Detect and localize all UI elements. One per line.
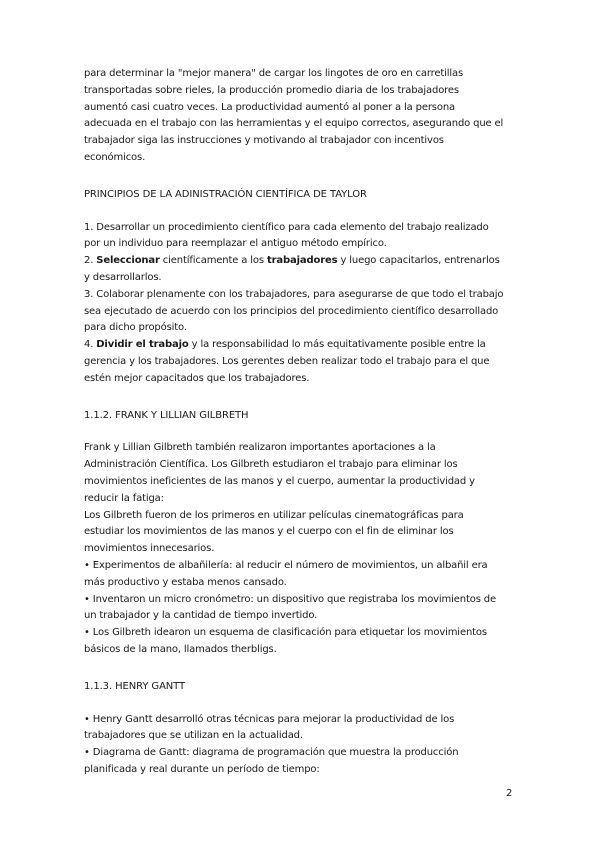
gilbreth-paragraph-1: Frank y Lillian Gilbreth también realizaron importantes aportaciones a la Administración Científica. Los Gilbreth estudiaron el trabajo para eliminar los movimientos ineficientes de las manos y el cuerpo, aumentar la productividad y reducir la fatiga: [84, 442, 475, 504]
gantt-bullet-1: • Henry Gantt desarrolló otras técnicas para mejorar la productividad de los trabajadores que se utilizan en la actualidad. [84, 713, 455, 742]
gilbreth-bullet-2: • Inventaron un micro cronómetro: un dispositivo que registraba los movimientos de un trabajador y la cantidad de tiempo invertido. [84, 593, 496, 622]
principle-2-bold-workers: trabajadores [266, 255, 338, 267]
gantt-bullet-2: • Diagrama de Gantt: diagrama de programación que muestra la producción planificada y real durante un período de tiempo: [84, 747, 459, 775]
principle-2-prefix: 2. [84, 255, 97, 267]
page-content [84, 66, 504, 779]
principle-2-bold-select: Seleccionar [96, 255, 160, 267]
gilbreth-bullet-1: • Experimentos de albañilería: al reducir el número de movimientos, un albañil era más productivo y estaba menos cansado. [84, 559, 488, 588]
gantt-heading: 1.1.3. HENRY GANTT [84, 680, 186, 692]
principle-2-mid: científicamente a los [159, 255, 267, 267]
intro-paragraph: para determinar la "mejor manera" de cargar los lingotes de oro en carretillas transportadas sobre rieles, la producción promedio diaria de los trabajadores aumentó casi cuatro veces. La productividad aumentó al poner a la persona adecuada en el trabajo con las herramientas y el equipo correctos, asegurando que el trabajador siga las instrucciones y motivando al trabajador con incentivos económicos. [84, 68, 504, 163]
gilbreth-heading: 1.1.2. FRANK Y LILLIAN GILBRETH [84, 409, 249, 421]
gilbreth-bullet-3: • Los Gilbreth idearon un esquema de clasificación para etiquetar los movimientos básicos de la mano, llamados therbligs. [84, 627, 487, 655]
principle-1: 1. Desarrollar un procedimiento científico para cada elemento del trabajo realizado por un individuo para reemplazar el antiguo método empírico. [84, 221, 489, 250]
principle-4-suffix: y la responsabilidad lo más equitativamente posible entre la gerencia y los trabajadores. Los gerentes deben realizar todo el trabajo para el que estén mejor capacitados que los trabajadores. [84, 339, 490, 384]
principle-4 [84, 337, 504, 387]
principle-4-prefix: 4. [84, 339, 97, 351]
principle-3: 3. Colaborar plenamente con los trabajadores, para asegurarse de que todo el trabajo sea ejecutado de acuerdo con los principios del procedimiento científico desarrollado para dicho propósito. [84, 288, 504, 334]
page-number: 2 [506, 788, 513, 799]
principle-4-bold-divide: Dividir el trabajo [96, 339, 189, 351]
gilbreth-paragraph-2: Los Gilbreth fueron de los primeros en utilizar películas cinematográficas para estudiar los movimientos de las manos y el cuerpo con el fin de eliminar los movimientos innecesarios. [84, 509, 464, 555]
taylor-principles-heading: PRINCIPIOS DE LA ADINISTRACIÓN CIENTÍFICA DE TAYLOR [84, 188, 367, 200]
principle-2-suffix: y luego capacitarlos, entrenarlos y desarrollarlos. [84, 255, 500, 283]
principle-2 [84, 253, 504, 287]
